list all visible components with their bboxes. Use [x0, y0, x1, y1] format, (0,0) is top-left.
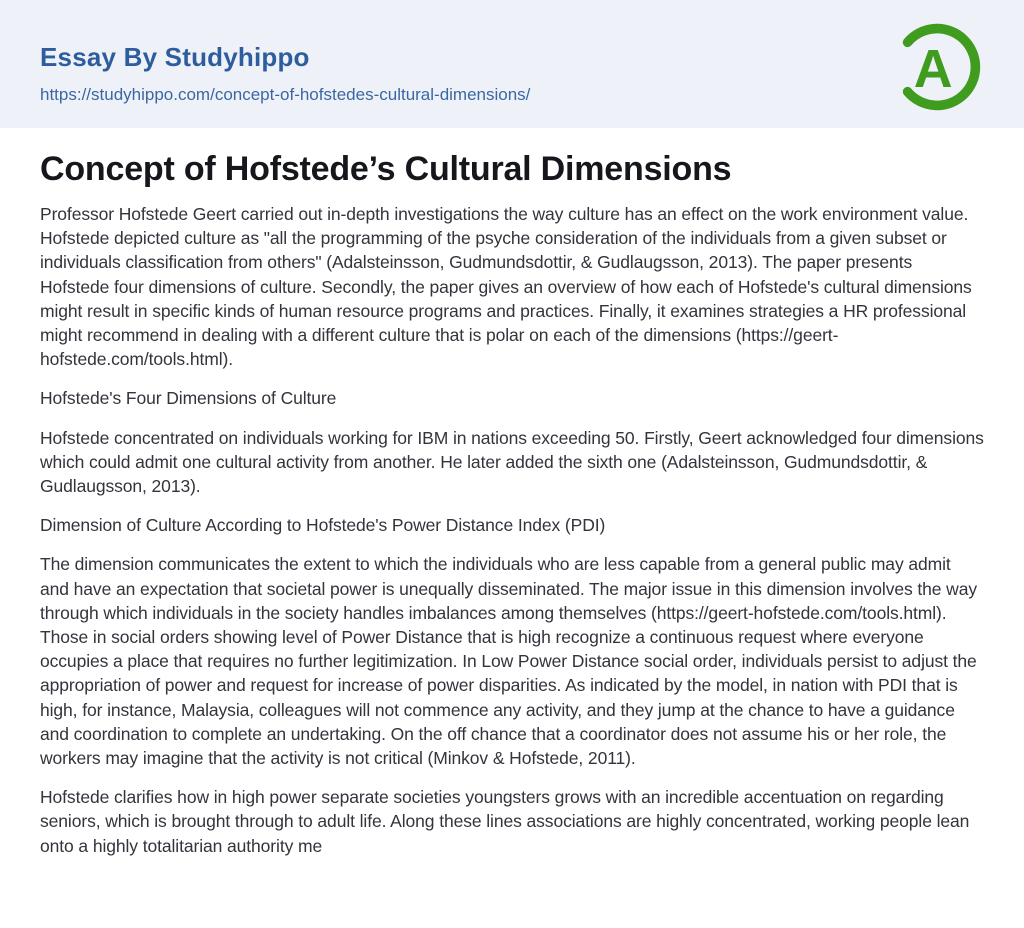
essay-title: Concept of Hofstede’s Cultural Dimensions — [40, 150, 732, 188]
essay-paragraph: Hofstede concentrated on individuals working for IBM in nations exceeding 50. Firstly, Geert acknowledged four dimensions which could admit one cultural activity from another. He later added the sixth one (Adalsteinsson, Gudmundsdottir, & Gudlaugsson, 2013). — [40, 427, 984, 497]
page-header — [0, 0, 1024, 128]
essay-section-heading: Hofstede's Four Dimensions of Culture — [40, 388, 337, 409]
essay-paragraph: The dimension communicates the extent to which the individuals who are less capable from a general public may admit and have an expectation that societal power is unequally disseminated. The major issue in this dimension involves the way through which individuals in the society handles imbalances among themselves (https://geert-hofstede.com/tools.html). Those in social orders showing level of Power Distance that is high recognize a continuous request where everyone occupies a place that requires no further legitimization. In Low Power Distance social order, individuals persist to adjust the appropriation of power and request for increase of power disparities. As indicated by the model, in nation with PDI that is high, for instance, Malaysia, colleagues will not commence any activity, and they jump at the chance to have a guidance and coordination to complete an undertaking. On the off chance that a coordinator does not assume his or her role, the workers may imagine that the activity is not critical (Minkov & Hofstede, 2011). — [40, 554, 978, 769]
studyhippo-logo-icon — [889, 19, 985, 115]
site-title: Essay By Studyhippo — [40, 42, 310, 72]
essay-paragraph: Professor Hofstede Geert carried out in-depth investigations the way culture has an effect on the work environment value. Hofstede depicted culture as "all the programming of the psyche consideration of the individuals from a given subset or individuals classification from others" (Adalsteinsson, Gudmundsdottir, & Gudlaugsson, 2013). The paper presents Hofstede four dimensions of culture. Secondly, the paper gives an overview of how each of Hofstede's cultural dimensions might result in specific kinds of human resource programs and practices. Finally, it examines strategies a HR professional might recommend in dealing with a different culture that is polar on each of the dimensions (https://geert-hofstede.com/tools.html). — [40, 204, 972, 370]
logo-letter: A — [913, 39, 953, 100]
essay-paragraph: Hofstede clarifies how in high power separate societies youngsters grows with an incredible accentuation on regarding seniors, which is brought through to adult life. Along these lines associations are highly concentrated, working people lean onto a highly totalitarian authority me — [40, 787, 970, 856]
essay-section-heading: Dimension of Culture According to Hofstede's Power Distance Index (PDI) — [40, 515, 606, 536]
page-url-link[interactable]: https://studyhippo.com/concept-of-hofstedes-cultural-dimensions/ — [40, 85, 531, 104]
essay-content — [0, 128, 1024, 858]
